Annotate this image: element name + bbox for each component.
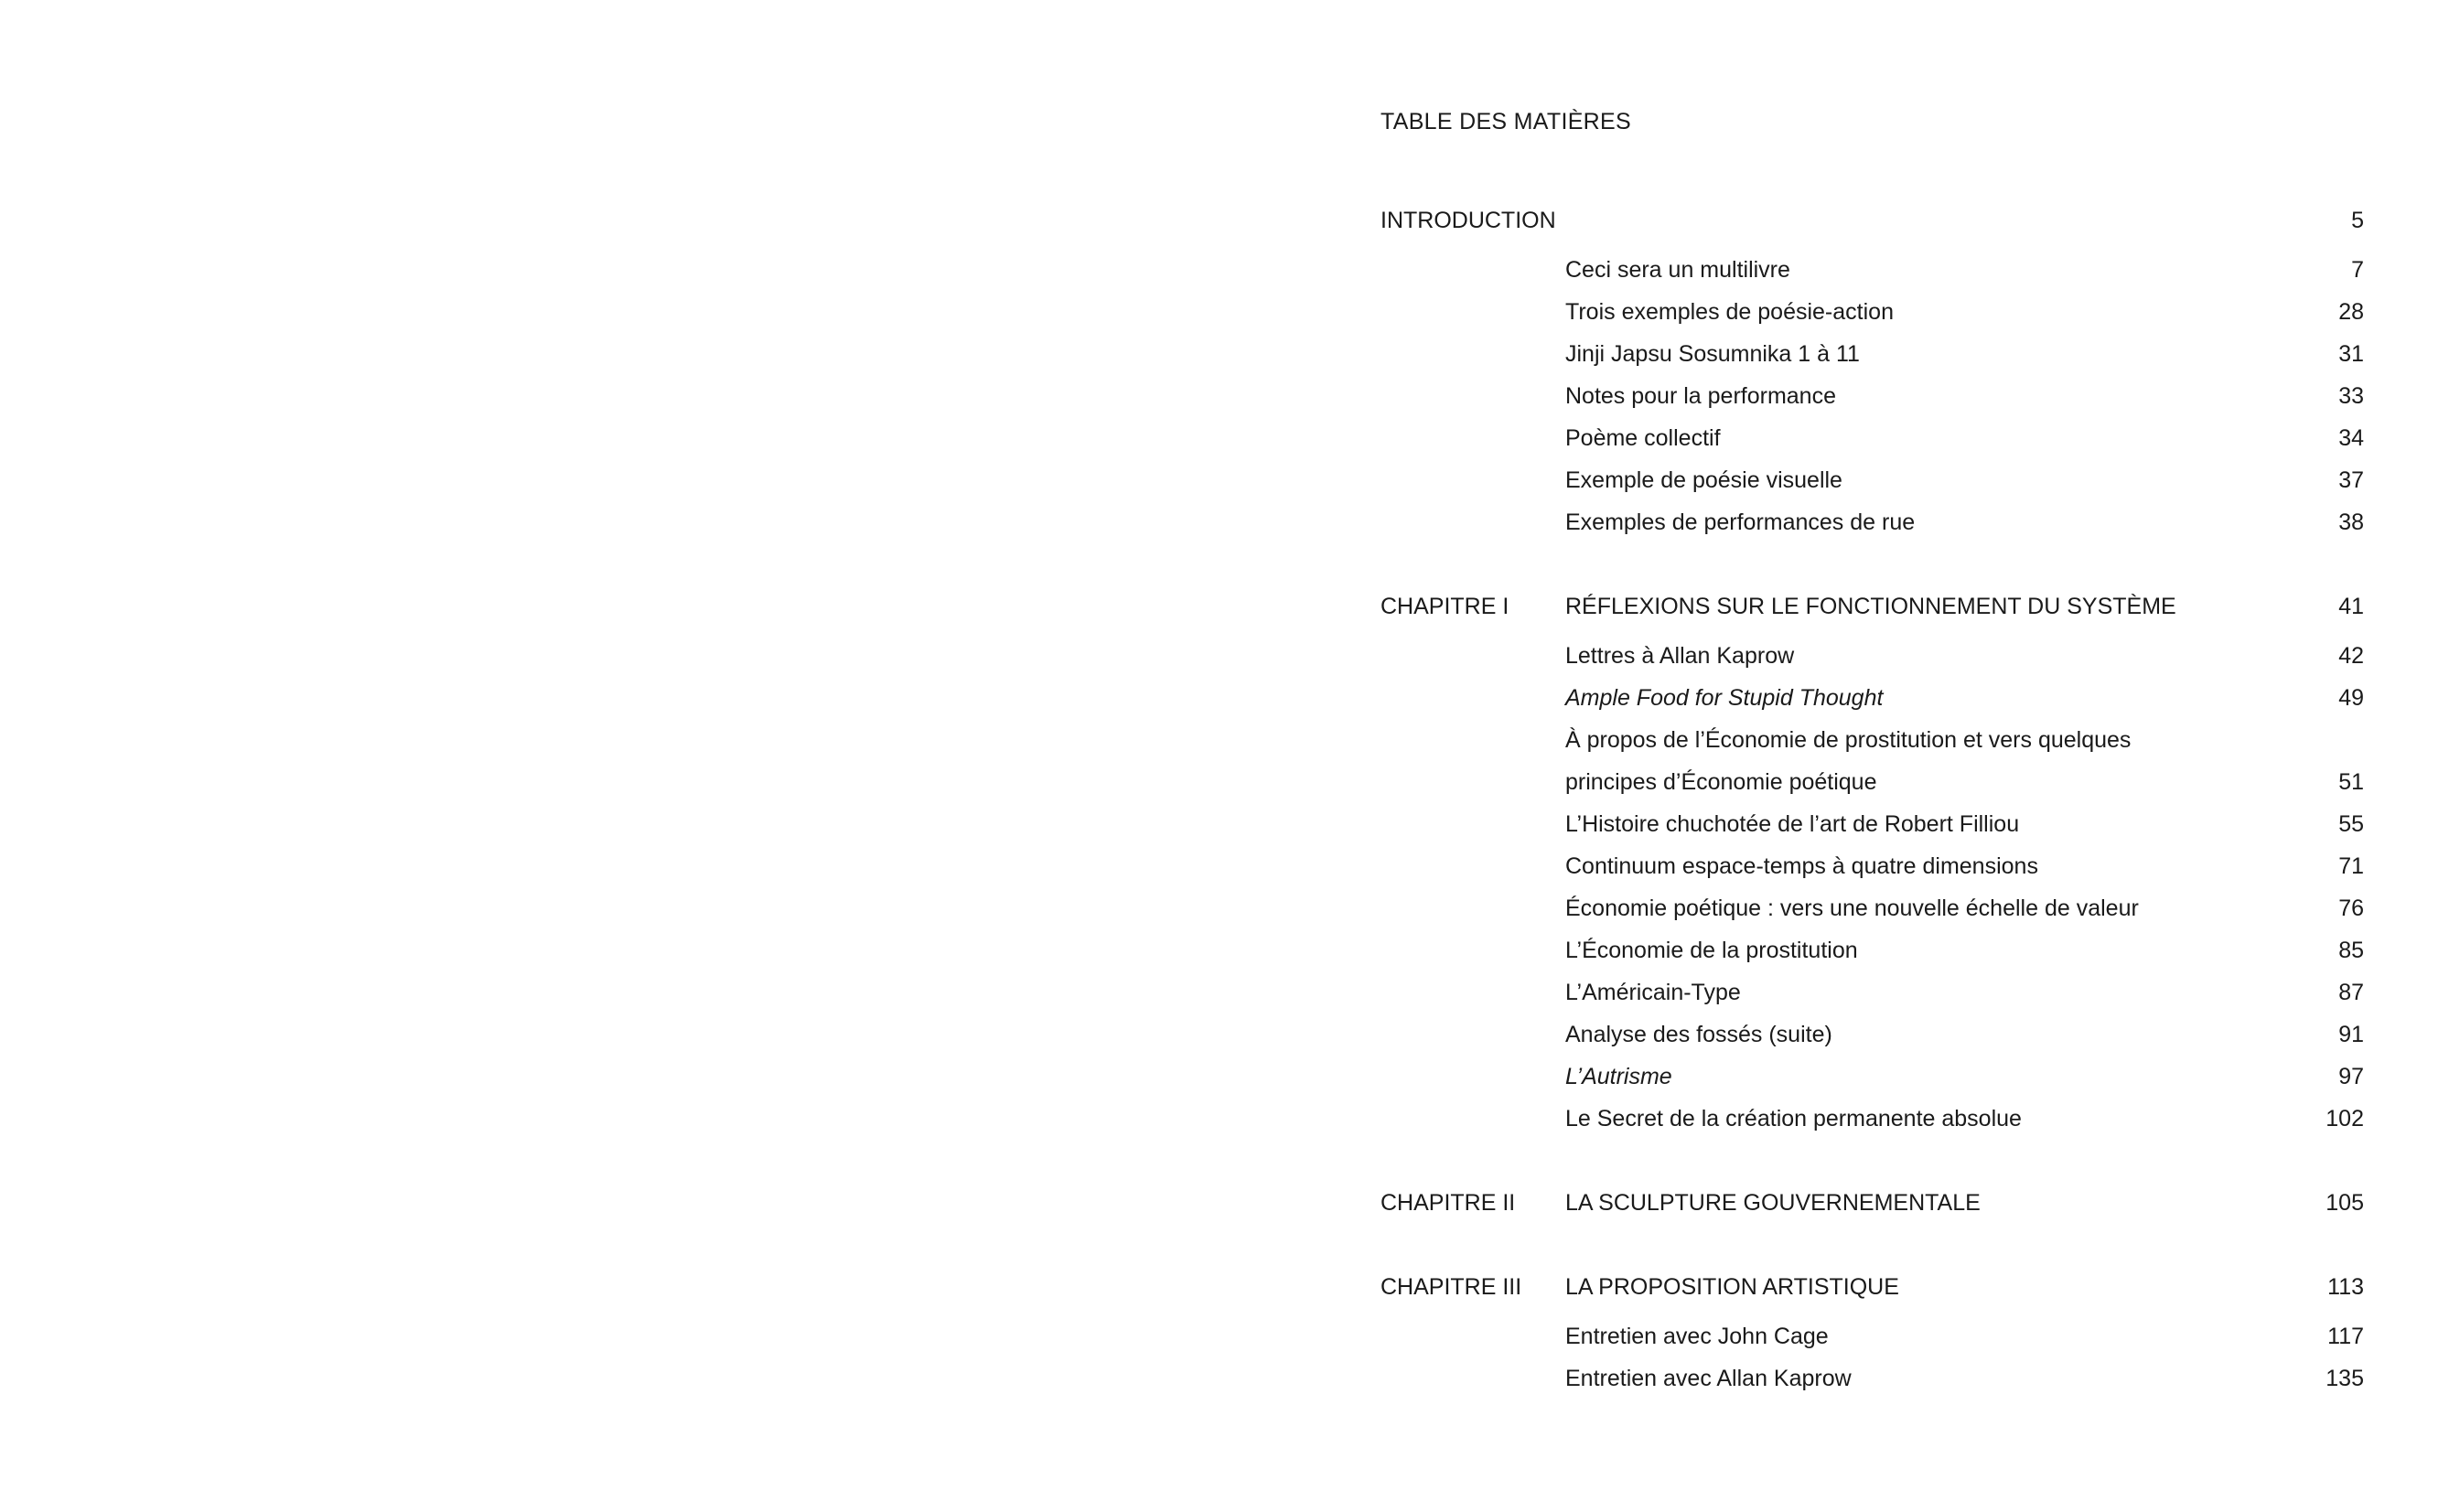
entry-title: Continuum espace-temps à quatre dimensions	[1565, 853, 2038, 879]
toc-heading-row	[1380, 1266, 2364, 1308]
toc-section	[1380, 1182, 2364, 1224]
entry-title: L’Économie de la prostitution	[1565, 938, 1858, 963]
entry-title: Exemples de performances de rue	[1565, 509, 1916, 535]
entry-title: L’Histoire chuchotée de l’art de Robert Filliou	[1565, 811, 2020, 837]
entry-title: Entretien avec Allan Kaprow	[1565, 1366, 1852, 1391]
entry-title: Analyse des fossés (suite)	[1565, 1022, 1832, 1047]
entry-page-number: 91	[2338, 1022, 2364, 1047]
entry-page-number: 71	[2338, 853, 2364, 879]
toc-entry	[1380, 417, 2364, 459]
section-label: CHAPITRE III	[1380, 1274, 1522, 1300]
toc-heading-row	[1380, 585, 2364, 627]
entry-page-number: 42	[2338, 643, 2364, 669]
toc-entry	[1380, 375, 2364, 417]
entry-title: Économie poétique : vers une nouvelle échelle de valeur	[1565, 895, 2139, 921]
toc-entry	[1380, 1098, 2364, 1140]
entry-page-number: 38	[2338, 509, 2364, 535]
toc-heading-row	[1380, 1182, 2364, 1224]
entry-title: Exemple de poésie visuelle	[1565, 467, 1842, 493]
entry-page-number: 55	[2338, 811, 2364, 837]
entry-page-number: 117	[2327, 1324, 2364, 1349]
section-label: CHAPITRE II	[1380, 1190, 1516, 1216]
toc-heading-row	[1380, 199, 2364, 241]
toc-entry	[1380, 1056, 2364, 1098]
toc-entry	[1380, 677, 2364, 719]
toc-entry	[1380, 929, 2364, 971]
entry-page-number: 97	[2338, 1064, 2364, 1089]
section-page-number: 105	[2325, 1190, 2364, 1216]
toc-entry	[1380, 459, 2364, 501]
entry-page-number: 85	[2338, 938, 2364, 963]
entry-page-number: 102	[2325, 1106, 2364, 1131]
entry-page-number: 7	[2351, 257, 2364, 283]
entry-page-number: 28	[2338, 299, 2364, 325]
toc-title: TABLE DES MATIÈRES	[1380, 109, 1631, 134]
entry-page-number: 37	[2338, 467, 2364, 493]
entry-title: Notes pour la performance	[1565, 383, 1836, 409]
section-label: CHAPITRE I	[1380, 594, 1509, 619]
entry-page-number: 135	[2325, 1366, 2364, 1391]
entry-title: Poème collectif	[1565, 425, 1721, 451]
section-page-number: 113	[2327, 1274, 2364, 1300]
toc-entry	[1380, 971, 2364, 1013]
section-page-number: 41	[2338, 594, 2364, 619]
toc-entry	[1380, 1013, 2364, 1056]
entry-title: Jinji Japsu Sosumnika 1 à 11	[1565, 341, 1860, 367]
entry-title: À propos de l’Économie de prostitution et vers quelques principes d’Économie poétique	[1565, 727, 2132, 795]
entry-page-number: 51	[2338, 769, 2364, 795]
entry-page-number: 87	[2338, 980, 2364, 1005]
toc-entry	[1380, 1357, 2364, 1399]
entry-page-number: 49	[2338, 685, 2364, 711]
entry-title: L’Américain-Type	[1565, 980, 1741, 1005]
section-title: RÉFLEXIONS SUR LE FONCTIONNEMENT DU SYSTÈME	[1565, 594, 2176, 619]
entry-page-number: 31	[2338, 341, 2364, 367]
entry-title: Lettres à Allan Kaprow	[1565, 643, 1795, 669]
toc-entry	[1380, 333, 2364, 375]
section-label: INTRODUCTION	[1380, 208, 1556, 233]
entry-page-number: 76	[2338, 895, 2364, 921]
entry-page-number: 34	[2338, 425, 2364, 451]
toc-entry	[1380, 635, 2364, 677]
toc-entry	[1380, 845, 2364, 887]
toc-entry	[1380, 1315, 2364, 1357]
section-page-number: 5	[2351, 208, 2364, 233]
toc-sections	[1380, 199, 2364, 1399]
toc-section	[1380, 199, 2364, 543]
entry-title: L’Autrisme	[1565, 1064, 1672, 1089]
section-title: LA PROPOSITION ARTISTIQUE	[1565, 1274, 1899, 1300]
section-title: LA SCULPTURE GOUVERNEMENTALE	[1565, 1190, 1981, 1216]
toc-section	[1380, 585, 2364, 1140]
entry-page-number: 33	[2338, 383, 2364, 409]
entry-title: Ceci sera un multilivre	[1565, 257, 1790, 283]
toc-entry	[1380, 501, 2364, 543]
toc-entry	[1380, 249, 2364, 291]
toc-entry	[1380, 887, 2364, 929]
table-of-contents	[1380, 101, 2364, 1399]
entry-title: Le Secret de la création permanente absolue	[1565, 1106, 2022, 1131]
toc-section	[1380, 1266, 2364, 1399]
entry-title: Ample Food for Stupid Thought	[1565, 685, 1884, 711]
toc-entry	[1380, 719, 2364, 803]
toc-entry	[1380, 803, 2364, 845]
entry-title: Entretien avec John Cage	[1565, 1324, 1829, 1349]
entry-title: Trois exemples de poésie-action	[1565, 299, 1894, 325]
toc-entry	[1380, 291, 2364, 333]
